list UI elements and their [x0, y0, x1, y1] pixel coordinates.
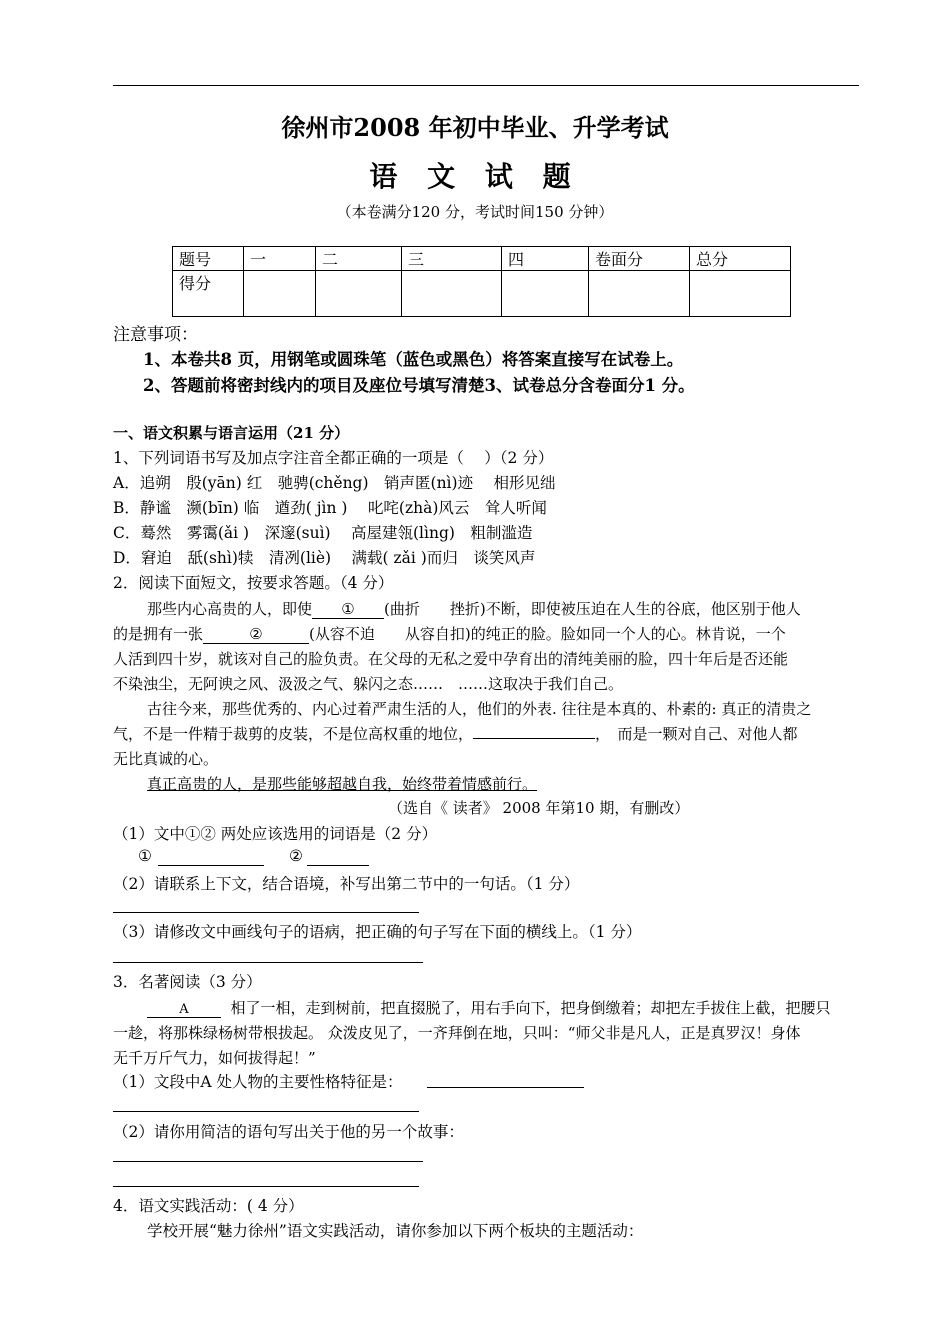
blank-sentence[interactable]	[473, 738, 595, 739]
passage-line: 无比真诚的心。	[113, 750, 219, 768]
sub-question-1: （1）文段中A 处人物的主要性格特征是：	[113, 1073, 403, 1091]
blank-a[interactable]: A	[147, 1002, 221, 1018]
question-2: 2．阅读下面短文，按要求答题。（4 分）	[113, 574, 394, 592]
score-input-cell[interactable]	[690, 271, 791, 317]
top-rule	[113, 85, 859, 86]
answer-1-line[interactable]	[158, 865, 264, 866]
option-b[interactable]: B．静谧 濒(bīn) 临 遒劲( jìn ) 叱咤(zhà)风云 耸人听闻	[113, 499, 547, 517]
answer-line[interactable]	[113, 1161, 423, 1162]
passage-text: 相了一相，走到树前，把直掇脱了，用右手向下，把身倒缴着；却把左手拔住上截，把腰只	[230, 999, 831, 1017]
passage-line	[147, 598, 801, 619]
exam-note: （本卷满分120 分，考试时间150 分钟）	[336, 203, 614, 221]
question-3: 3．名著阅读（3 分）	[113, 973, 262, 991]
passage-line: 一趁，将那株绿杨树带根拔起。 众泼皮见了，一齐拜倒在地，只叫：“师父非是凡人，正是真罗汉！身体	[113, 1024, 801, 1042]
passage-line	[147, 997, 831, 1018]
score-table-cell: 三	[402, 247, 502, 271]
score-table-cell: 四	[502, 247, 589, 271]
notice-heading: 注意事项：	[113, 325, 198, 345]
score-input-cell[interactable]	[316, 271, 402, 317]
passage-text: 的是拥有一张	[113, 625, 204, 643]
passage-text: 那些内心高贵的人，即使	[147, 600, 313, 618]
passage-line: 无千万斤气力，如何拔得起！”	[113, 1049, 316, 1067]
question-4-text: 学校开展“魅力徐州”语文实践活动，请你参加以下两个板块的主题活动：	[147, 1222, 644, 1240]
question-4: 4．语文实践活动：( 4 分）	[113, 1197, 304, 1215]
score-table-cell: 二	[316, 247, 402, 271]
passage-line: 不染浊尘，无阿谀之风、汲汲之气、躲闪之态…… ……这取决于我们自己。	[113, 675, 624, 693]
option-d[interactable]: D．窘迫 舐(shì)犊 清冽(liè) 满载( zǎi )而归 谈笑风声	[113, 549, 536, 567]
question-1: 1、下列词语书写及加点字注音全都正确的一项是（ ）（2 分）	[113, 449, 554, 467]
score-input-cell[interactable]	[402, 271, 502, 317]
answer-line[interactable]	[427, 1087, 584, 1088]
sub-question-1: （1）文中①② 两处应该选用的词语是（2 分）	[113, 825, 438, 843]
answer-line[interactable]	[113, 912, 419, 913]
passage-text: (曲折 挫折)不断，即使被压迫在人生的谷底，他区别于他人	[384, 600, 801, 618]
notice-item-2: 2、答题前将密封线内的项目及座位号填写清楚3、试卷总分含卷面分1 分。	[143, 376, 695, 395]
score-input-cell[interactable]	[589, 271, 690, 317]
passage-line: 人活到四十岁，就该对自己的脸负责。在父母的无私之爱中孕育出的清纯美丽的脸，四十年后是否还能	[113, 650, 789, 668]
passage-text: 气，不是一件精于裁剪的皮装，不是位高权重的地位，	[113, 725, 474, 743]
passage-line	[113, 723, 798, 744]
answer-line[interactable]	[113, 1111, 419, 1112]
score-table-cell: 总分	[690, 247, 791, 271]
option-a[interactable]: A．追朔 殷(yān) 红 驰骋(chěng) 销声匿(nì)迹 相形见绌	[113, 474, 556, 492]
score-table-cell: 卷面分	[589, 247, 690, 271]
score-table-cell: 一	[244, 247, 316, 271]
sub-question-2: （2）请你用简洁的语句写出关于他的另一个故事：	[113, 1123, 464, 1141]
score-table-cell: 得分	[173, 271, 244, 317]
answer-2-label: ②	[289, 847, 303, 865]
passage-text: (从容不迫 从容自扣)的纯正的脸。脸如同一个人的心。林肯说，一个	[309, 625, 786, 643]
underlined-sentence: 真正高贵的人，是那些能够超越自我，始终带着情感前行。	[147, 775, 538, 793]
score-input-cell[interactable]	[244, 271, 316, 317]
sub-question-3: （3）请修改文中画线句子的语病，把正确的句子写在下面的横线上。（1 分）	[113, 923, 642, 941]
exam-title: 徐州市2008 年初中毕业、升学考试	[281, 113, 669, 142]
score-input-cell[interactable]	[502, 271, 589, 317]
passage-text: ， 而是一颗对自己、对他人都	[595, 725, 798, 743]
sub-question-2: （2）请联系上下文，结合语境，补写出第二节中的一句话。（1 分）	[113, 875, 580, 893]
score-table	[172, 246, 791, 317]
answer-2-line[interactable]	[307, 865, 369, 866]
passage-line	[113, 623, 786, 644]
answer-line[interactable]	[113, 962, 423, 963]
answer-line[interactable]	[113, 1186, 419, 1187]
option-c[interactable]: C．蓦然 雾霭(ǎi ) 深邃(suì) 高屋建瓴(lìng) 粗制滥造	[113, 524, 533, 542]
passage-line: 古往今来，那些优秀的、内心过着严肃生活的人，他们的外表. 往往是本真的、朴素的: 真正的清贵之	[147, 700, 812, 718]
subject-title: 语 文 试 题	[369, 160, 581, 193]
notice-item-1: 1、本卷共8 页，用钢笔或圆珠笔（蓝色或黑色）将答案直接写在试卷上。	[143, 350, 684, 369]
blank-2[interactable]: ②	[203, 625, 309, 644]
blank-1[interactable]: ①	[312, 600, 384, 619]
source-note: （选自《 读者》 2008 年第10 期，有删改）	[388, 799, 690, 817]
score-table-cell: 题号	[173, 247, 244, 271]
answer-1-label: ①	[138, 847, 152, 865]
section-1-title: 一、语文积累与语言运用（21 分）	[113, 424, 350, 442]
